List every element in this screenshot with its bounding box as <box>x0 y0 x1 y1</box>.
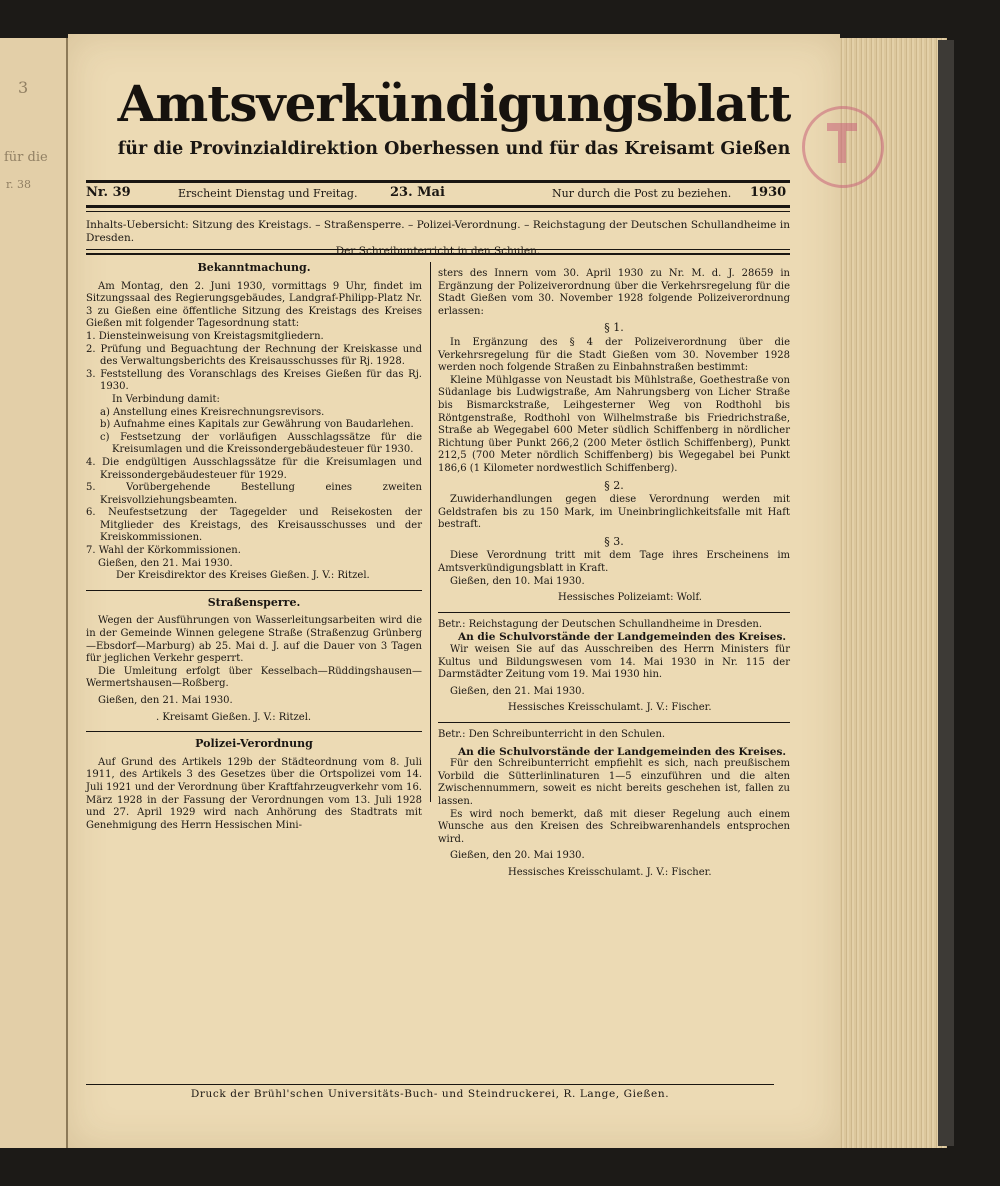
page-stack-edges <box>838 38 947 1148</box>
section-divider <box>438 722 790 723</box>
rule-issue-bottom-thin <box>86 211 790 212</box>
place-date: Gießen, den 21. Mai 1930. <box>450 685 585 697</box>
paragraph: Für den Schreibunterricht empfiehlt es sich, nach preußischem Vorbild die Sütterlinlinaturen 1—5 einzuführen und die alten Zwischennummern, soweit es nicht bereits geschehen ist, fallen zu lassen. <box>438 758 790 807</box>
right-column <box>438 268 790 880</box>
subject-line: Betr.: Reichstagung der Deutschen Schullandheime in Dresden. <box>438 618 763 630</box>
paragraph: Zuwiderhandlungen gegen diese Verordnung werden mit Geldstrafen bis zu 150 Mark, im Uneinbringlichkeitsfalle mit Haft bestraft. <box>438 494 790 531</box>
signature: Hessisches Kreisschulamt. J. V.: Fischer. <box>508 702 712 714</box>
place-date: Gießen, den 21. Mai 1930. <box>98 557 233 569</box>
agenda-subitem: c) Festsetzung der vorläufigen Ausschlagssätze für die Kreisumlagen und die Kreissondergebäudesteuer für 1930. <box>100 431 422 456</box>
column-divider <box>430 262 431 802</box>
place-date: Gießen, den 21. Mai 1930. <box>98 695 233 706</box>
subject-line: Betr.: Den Schreibunterricht in den Schulen. <box>438 729 666 740</box>
paragraph: Diese Verordnung tritt mit dem Tage ihres Erscheinens im Amtsverkündigungsblatt in Kraft. <box>438 550 790 575</box>
rule-contents-bottom <box>86 249 790 250</box>
printer-imprint: Druck der Brühl'schen Universitäts-Buch- und Steindruckerei, R. Lange, Gießen. <box>190 1088 670 1100</box>
agenda-subitem: b) Aufnahme eines Kapitals zur Gewährung von Baudarlehen. <box>100 419 414 431</box>
section-heading: Straßensperre. <box>207 595 301 609</box>
agenda-subitem: a) Anstellung eines Kreisrechnungsrevisors. <box>100 406 325 418</box>
agenda-item: 4. Die endgültigen Ausschlagssätze für die Kreisumlagen und Kreissondergebäudesteuer für 1929. <box>86 456 422 481</box>
paragraph-mark: § 1. <box>604 321 624 335</box>
agenda-sub-intro: In Verbindung damit: <box>112 393 220 405</box>
binding-spine <box>938 40 954 1146</box>
section-heading: An die Schulvorstände der Landgemeinden des Kreises. <box>458 631 787 644</box>
issue-distribution: Nur durch die Post zu beziehen. <box>552 187 732 200</box>
section-heading: Polizei-Verordnung <box>195 737 313 751</box>
issue-number: Nr. 39 <box>86 185 131 200</box>
agenda-item: 5. Vorübergehende Bestellung eines zweiten Kreisvollziehungsbeamten. <box>86 482 422 506</box>
paragraph: Wegen der Ausführungen von Wasserleitungsarbeiten wird die in der Gemeinde Winnen gelegene Straße (Straßenzug Grünberg—Ebsdorf—Marburg) ab 25. Mai d. J. auf die Dauer von 3 Tagen für jeglichen Verkehr gesperrt. <box>86 615 422 665</box>
contents-line: Inhalts-Uebersicht: Sitzung des Kreistags. – Straßensperre. – Polizei-Verordnung. – Reichstagung der Deutschen Schullandheime in Dresden. <box>86 219 790 244</box>
paragraph-mark: § 3. <box>604 534 624 548</box>
rule-issue-bottom <box>86 205 790 208</box>
left-page-fragment: für die <box>4 150 48 165</box>
agenda-item: 2. Prüfung und Beguachtung der Rechnung der Kreiskasse und des Verwaltungsberichts des Kreisausschusses für Rj. 1928. <box>86 343 422 368</box>
signature: . Kreisamt Gießen. J. V.: Ritzel. <box>156 711 312 723</box>
contents-line: Der Schreibunterricht in den Schulen. <box>335 245 541 257</box>
masthead <box>68 74 840 160</box>
paragraph: Am Montag, den 2. Juni 1930, vormittags 9 Uhr, findet im Sitzungssaal des Regierungsgebäudes, Landgraf-Philipp-Platz Nr. 3 zu Gießen eine öffentliche Sitzung des Kreistags des Kreises Gießen mit folgender Tagesordnung statt: <box>86 280 422 330</box>
masthead-title: Amtsverkündigungsblatt <box>117 74 791 133</box>
newspaper-page <box>68 34 840 1148</box>
paragraph: Es wird noch bemerkt, daß mit dieser Regelung auch einem Wunsche aus den Kreisen des Schreibwarenhandels entsprochen wird. <box>438 808 790 845</box>
issue-row <box>86 185 790 205</box>
place-date: Gießen, den 20. Mai 1930. <box>450 850 585 862</box>
paragraph: Wir weisen Sie auf das Ausschreiben des Herrn Ministers für Kultus und Bildungswesen vom 14. Mai 1930 in Nr. 115 der Darmstädter Zeitung vom 19. Mai 1930 hin. <box>438 644 790 681</box>
section-divider <box>86 590 422 591</box>
paragraph: In Ergänzung des § 4 der Polizeiverordnung über die Verkehrsregelung für die Stadt Gießen vom 30. November 1928 werden noch folgende Straßen zu Einbahnstraßen bestimmt: <box>438 336 790 374</box>
section-divider <box>86 731 422 732</box>
signature: Der Kreisdirektor des Kreises Gießen. J. V.: Ritzel. <box>116 570 370 582</box>
paragraph: Auf Grund des Artikels 129b der Städteordnung vom 8. Juli 1911, des Artikels 3 des Gesetzes über die Ortspolizei vom 14. Juli 1921 und der Verordnung über Kraftfahrzeugverkehr vom 16. März 1928 in der Fassung der Verordnungen vom 13. Juli 1928 und 27. April 1929 wird nach Anhörung des Stadtrats mit Genehmigung des Herrn Hessischen Mini- <box>86 756 422 831</box>
left-page-fragment: 3 <box>18 78 29 97</box>
section-heading: Bekanntmachung. <box>197 261 311 274</box>
agenda-item: 3. Feststellung des Voranschlags des Kreises Gießen für das Rj. 1930. <box>86 368 422 393</box>
signature: Hessisches Kreisschulamt. J. V.: Fischer. <box>508 866 712 878</box>
agenda-item: 1. Diensteinweisung von Kreistagsmitgliedern. <box>86 330 324 342</box>
left-page-edge <box>0 38 68 1148</box>
masthead-subtitle: für die Provinzialdirektion Oberhessen und für das Kreisamt Gießen <box>117 139 791 159</box>
left-page-fragment: r. 38 <box>6 178 32 191</box>
paragraph: sters des Innern vom 30. April 1930 zu Nr. M. d. J. 28659 in Ergänzung der Polizeiverordnung über die Verkehrsregelung für die Stadt Gießen vom 30. November 1928 folgende Polizeiverordnung erlassen: <box>438 268 790 317</box>
agenda-item: 7. Wahl der Körkommissionen. <box>86 545 241 557</box>
left-column <box>86 262 422 832</box>
issue-frequency: Erscheint Dienstag und Freitag. <box>178 187 358 200</box>
paragraph: Die Umleitung erfolgt über Kesselbach—Rüddingshausen—Wermertshausen—Roßberg. <box>86 665 422 690</box>
library-stamp <box>802 106 884 188</box>
signature: Hessisches Polizeiamt: Wolf. <box>558 592 702 604</box>
paragraph: Kleine Mühlgasse von Neustadt bis Mühlstraße, Goethestraße von Südanlage bis Ludwigstraße, Am Nahrungsberg von Licher Straße bis Bismarckstraße, Leihgesterner Weg von Rodthohl bis Röntgenstraße, Rodthohl von Wilhelmstraße bis Friedrichstraße, Straße ab Wegegabel 600 Meter südlich Schiffenberg in nördlicher Richtung über Punkt 266,2 (200 Meter östlich Schiffenberg), Punkt 212,5 (700 Meter nördlich Schiffenberg) bis Wegegabel bei Punkt 186,6 (1 Kilometer nordwestlich Schiffenberg). <box>438 374 790 474</box>
rule-contents-bottom-thick <box>86 253 790 255</box>
place-date: Gießen, den 10. Mai 1930. <box>450 575 585 587</box>
section-divider <box>438 612 790 613</box>
footer-rule <box>86 1084 774 1085</box>
issue-year: 1930 <box>750 185 787 200</box>
paragraph-mark: § 2. <box>604 478 624 492</box>
rule-top <box>86 180 790 183</box>
section-heading: An die Schulvorstände der Landgemeinden des Kreises. <box>458 745 787 758</box>
issue-date: 23. Mai <box>390 185 445 200</box>
agenda-item: 6. Neufestsetzung der Tagegelder und Reisekosten der Mitglieder des Kreistags, des Kreisausschusses und der Kreiskommissionen. <box>86 507 422 544</box>
